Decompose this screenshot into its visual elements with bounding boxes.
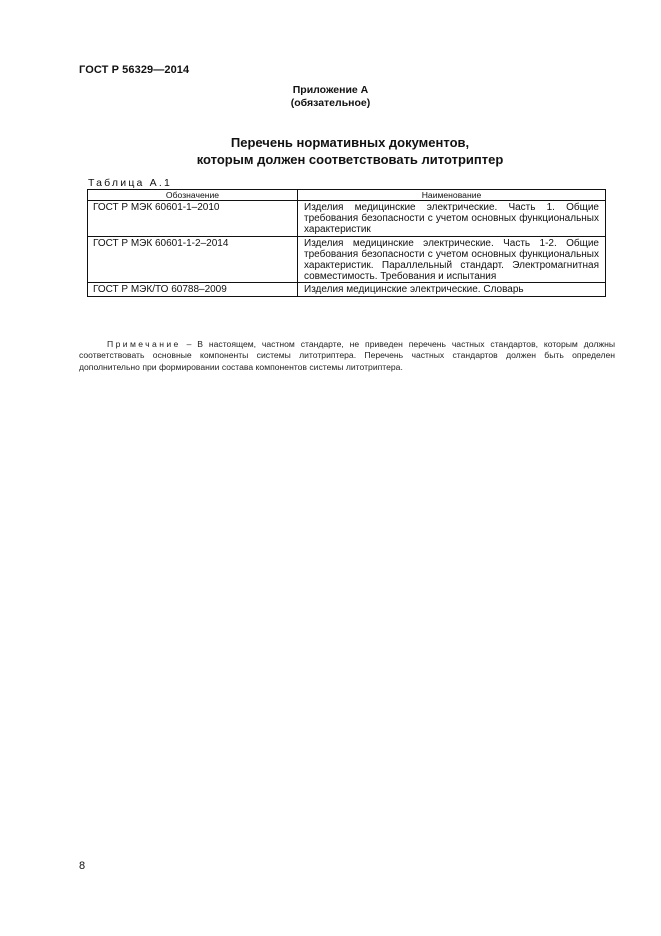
annex-heading: [0, 84, 661, 110]
name-cell: Изделия медицинские электрические. Часть 1-2. Общие требования безопасности с учетом основных функциональных характеристик. Параллельный стандарт. Электромагнитная совместимость. Требования и испытания: [298, 236, 606, 283]
column-header-designation: Обозначение: [88, 190, 298, 201]
column-header-name: Наименование: [298, 190, 606, 201]
designation-cell: ГОСТ Р МЭК 60601-1–2010: [88, 201, 298, 237]
designation-cell: ГОСТ Р МЭК/ТО 60788–2009: [88, 283, 298, 296]
standards-table: [87, 189, 606, 297]
table-row: [88, 283, 606, 296]
table-header-row: [88, 190, 606, 201]
name-cell: Изделия медицинские электрические. Часть 1. Общие требования безопасности с учетом основных функциональных характеристик: [298, 201, 606, 237]
page-number: 8: [79, 860, 86, 872]
table-caption: Таблица А.1: [88, 177, 173, 189]
table-row: [88, 236, 606, 283]
note-label: Примечание: [107, 339, 181, 349]
name-cell: Изделия медицинские электрические. Словарь: [298, 283, 606, 296]
note-paragraph: [79, 339, 615, 373]
note-text: – В настоящем, частном стандарте, не приведен перечень частных стандартов, которым должны соответствовать основные компоненты системы литотриптера. Перечень частных стандартов должен быть определен дополнительно при формировании состава компонентов системы литотриптера.: [79, 339, 615, 372]
table-row: [88, 201, 606, 237]
designation-cell: ГОСТ Р МЭК 60601-1-2–2014: [88, 236, 298, 283]
annex-status: (обязательное): [290, 97, 371, 109]
annex-title: [0, 134, 661, 168]
document-code-header: ГОСТ Р 56329—2014: [79, 64, 190, 76]
annex-title-line-2: которым должен соответствовать литотриптер: [196, 152, 504, 167]
annex-label: Приложение А: [292, 84, 369, 96]
annex-title-line-1: Перечень нормативных документов,: [230, 135, 470, 150]
